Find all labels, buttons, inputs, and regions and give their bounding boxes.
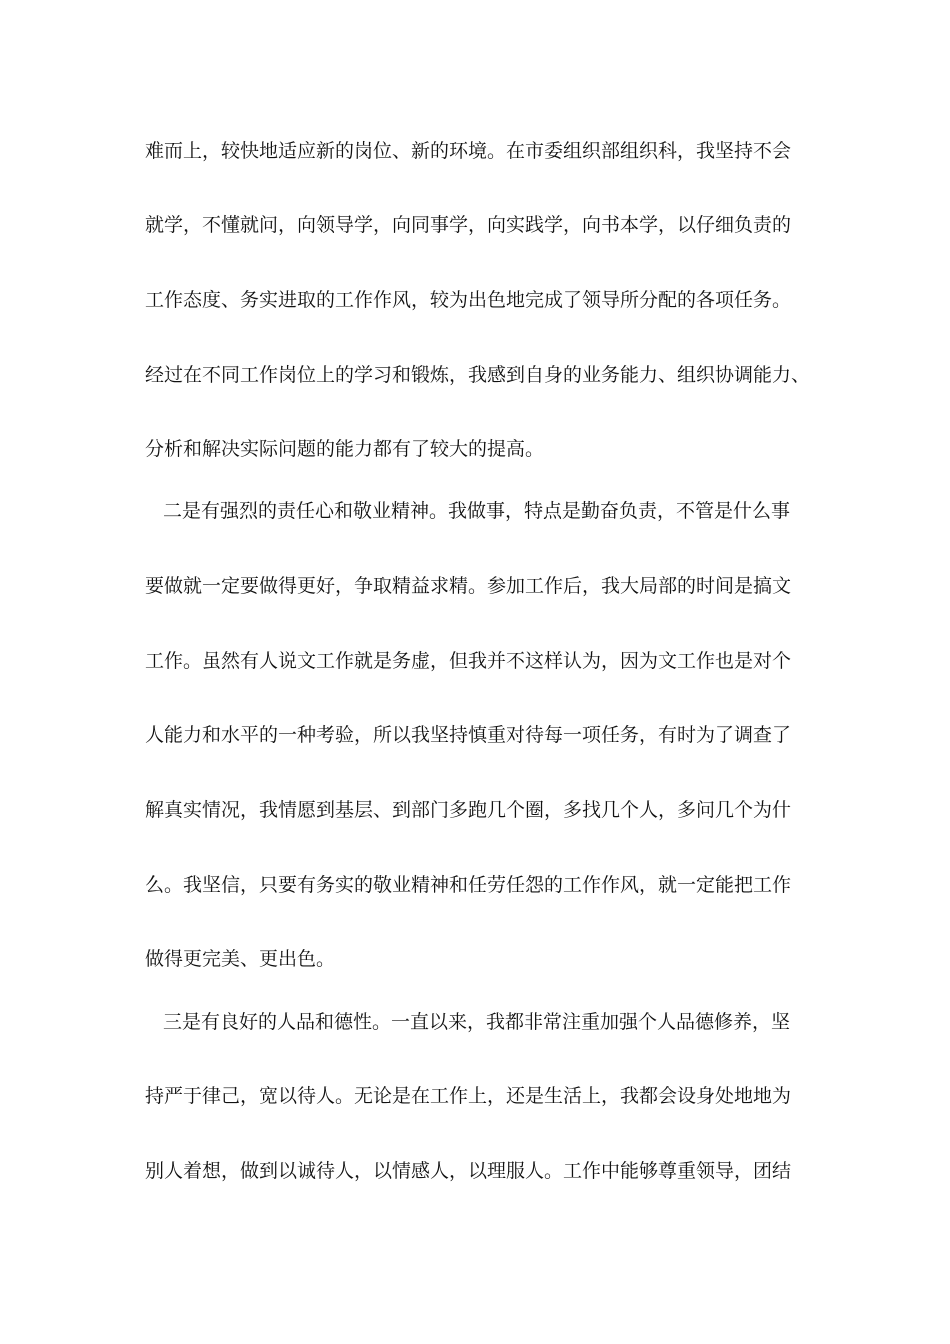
text-line: 经过在不同工作岗位上的学习和锻炼，我感到自身的业务能力、组织协调能力、 <box>145 364 811 386</box>
text-line: 难而上，较快地适应新的岗位、新的环境。在市委组织部组织科，我坚持不会 <box>145 140 792 162</box>
text-line: 做得更完美、更出色。 <box>145 948 336 970</box>
text-line: 解真实情况，我情愿到基层、到部门多跑几个圈，多找几个人，多问几个为什 <box>145 799 792 821</box>
text-line: 别人着想，做到以诚待人，以情感人，以理服人。工作中能够尊重领导，团结 <box>145 1160 792 1182</box>
text-line: 工作。虽然有人说文工作就是务虚，但我并不这样认为，因为文工作也是对个 <box>145 650 792 672</box>
text-line: 就学，不懂就问，向领导学，向同事学，向实践学，向书本学，以仔细负责的 <box>145 214 792 236</box>
text-line: 么。我坚信，只要有务实的敬业精神和任劳任怨的工作作风，就一定能把工作 <box>145 874 792 896</box>
text-line: 工作态度、务实进取的工作作风，较为出色地完成了领导所分配的各项任务。 <box>145 289 792 311</box>
text-line: 持严于律己，宽以待人。无论是在工作上，还是生活上，我都会设身处地地为 <box>145 1085 792 1107</box>
paragraph-start-line: 二是有强烈的责任心和敬业精神。我做事，特点是勤奋负责，不管是什么事 <box>163 500 791 522</box>
paragraph-start-line: 三是有良好的人品和德性。一直以来，我都非常注重加强个人品德修养，坚 <box>163 1011 791 1033</box>
text-line: 要做就一定要做得更好，争取精益求精。参加工作后，我大局部的时间是搞文 <box>145 575 792 597</box>
text-line: 分析和解决实际问题的能力都有了较大的提高。 <box>145 438 545 460</box>
text-line: 人能力和水平的一种考验，所以我坚持慎重对待每一项任务，有时为了调查了 <box>145 724 792 746</box>
